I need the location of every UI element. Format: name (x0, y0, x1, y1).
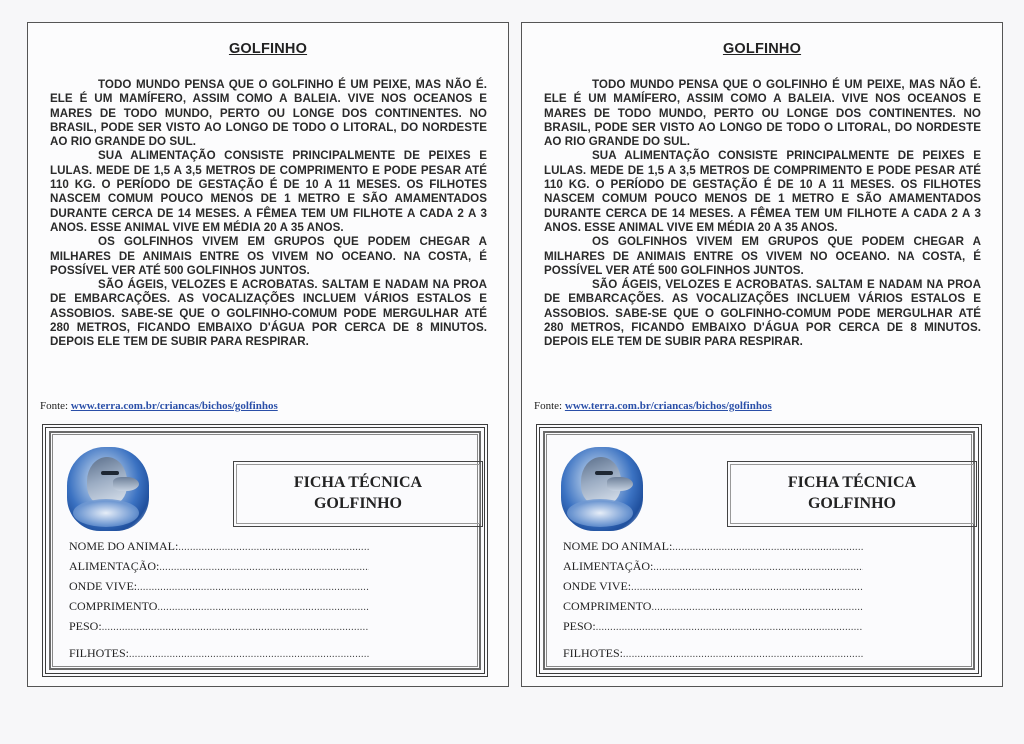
paragraph: TODO MUNDO PENSA QUE O GOLFINHO É UM PEIXE, MAS NÃO É. ELE É UM MAMÍFERO, ASSIM COMO A BALEIA. VIVE NOS OCEANOS E MARES DE TODO MUNDO, PERTO OU LONGE DOS CONTINENTES. NO BRASIL, PODE SER VISTO AO LONGO DE TODO O LITORAL, DO NORDESTE AO RIO GRANDE DO SUL. (544, 78, 981, 149)
paragraph: SÃO ÁGEIS, VELOZES E ACROBATAS. SALTAM E NADAM NA PROA DE EMBARCAÇÕES. AS VOCALIZAÇÕES INCLUEM VÁRIOS ESTALOS E ASSOBIOS. SABE-SE QUE O GOLFINHO-COMUM PODE MERGULHAR ATÉ 280 METROS, FICANDO EMBAIXO D'ÁGUA POR CERCA DE 8 MINUTOS. DEPOIS ELE TEM DE SUBIR PARA RESPIRAR. (50, 278, 487, 349)
blank-line[interactable] (159, 562, 369, 573)
paragraph: OS GOLFINHOS VIVEM EM GRUPOS QUE PODEM CHEGAR A MILHARES DE ANIMAIS ENTRE OS VIVEM NO OCEANO. NA COSTA, É POSSÍVEL VER ATÉ 500 GOLFINHOS JUNTOS. (544, 235, 981, 277)
blank-line[interactable] (651, 602, 863, 613)
heading-line-2: GOLFINHO (807, 495, 896, 512)
field-onde-vive[interactable] (563, 579, 863, 599)
source-link[interactable]: www.terra.com.br/criancas/bichos/golfinhos (564, 400, 772, 412)
field-label: FILHOTES: (563, 646, 623, 660)
field-label: FILHOTES: (69, 646, 129, 660)
source-label: Fonte: (534, 400, 563, 412)
worksheet-right (521, 22, 1003, 687)
source-citation (40, 400, 278, 412)
blank-line[interactable] (102, 622, 369, 633)
field-label: NOME DO ANIMAL: (563, 539, 673, 553)
card-inner-border (546, 434, 972, 667)
field-filhotes[interactable] (563, 646, 863, 666)
fact-sheet-heading (233, 461, 483, 527)
card-inner-border (52, 434, 478, 667)
blank-line[interactable] (631, 582, 863, 593)
blank-line[interactable] (129, 649, 369, 660)
fact-sheet-heading (727, 461, 977, 527)
field-label: ALIMENTAÇÃO: (69, 559, 160, 573)
blank-line[interactable] (178, 542, 369, 553)
paragraph: OS GOLFINHOS VIVEM EM GRUPOS QUE PODEM CHEGAR A MILHARES DE ANIMAIS ENTRE OS VIVEM NO OCEANO. NA COSTA, É POSSÍVEL VER ATÉ 500 GOLFINHOS JUNTOS. (50, 235, 487, 277)
blank-line[interactable] (653, 562, 863, 573)
field-label: COMPRIMENTO (69, 599, 158, 613)
paragraph: TODO MUNDO PENSA QUE O GOLFINHO É UM PEIXE, MAS NÃO É. ELE É UM MAMÍFERO, ASSIM COMO A BALEIA. VIVE NOS OCEANOS E MARES DE TODO MUNDO, PERTO OU LONGE DOS CONTINENTES. NO BRASIL, PODE SER VISTO AO LONGO DE TODO O LITORAL, DO NORDESTE AO RIO GRANDE DO SUL. (50, 78, 487, 149)
field-alimentacao[interactable] (69, 559, 369, 579)
blank-line[interactable] (672, 542, 863, 553)
heading-line-1: FICHA TÉCNICA (293, 474, 423, 491)
fact-sheet-card (42, 424, 488, 677)
article-text (50, 78, 487, 350)
field-comprimento[interactable] (563, 599, 863, 619)
page-title: GOLFINHO (228, 41, 308, 57)
field-label: ONDE VIVE: (69, 579, 138, 593)
field-onde-vive[interactable] (69, 579, 369, 599)
page-title: GOLFINHO (722, 41, 802, 57)
field-label: NOME DO ANIMAL: (69, 539, 179, 553)
field-peso[interactable] (69, 619, 369, 639)
field-comprimento[interactable] (69, 599, 369, 619)
paragraph: SÃO ÁGEIS, VELOZES E ACROBATAS. SALTAM E NADAM NA PROA DE EMBARCAÇÕES. AS VOCALIZAÇÕES INCLUEM VÁRIOS ESTALOS E ASSOBIOS. SABE-SE QUE O GOLFINHO-COMUM PODE MERGULHAR ATÉ 280 METROS, FICANDO EMBAIXO D'ÁGUA POR CERCA DE 8 MINUTOS. DEPOIS ELE TEM DE SUBIR PARA RESPIRAR. (544, 278, 981, 349)
source-label: Fonte: (40, 400, 69, 412)
field-label: ONDE VIVE: (563, 579, 632, 593)
source-citation (534, 400, 772, 412)
blank-line[interactable] (596, 622, 863, 633)
field-label: PESO: (69, 619, 102, 633)
field-alimentacao[interactable] (563, 559, 863, 579)
field-label: PESO: (563, 619, 596, 633)
field-label: COMPRIMENTO (563, 599, 652, 613)
heading-line-2: GOLFINHO (313, 495, 402, 512)
blank-line[interactable] (157, 602, 369, 613)
paragraph: SUA ALIMENTAÇÃO CONSISTE PRINCIPALMENTE DE PEIXES E LULAS. MEDE DE 1,5 A 3,5 METROS DE COMPRIMENTO E PODE PESAR ATÉ 110 KG. O PERÍODO DE GESTAÇÃO É DE 10 A 11 MESES. OS FILHOTES NASCEM COMUM POUCO MENOS DE 1 METRO E SÃO AMAMENTADOS DURANTE CERCA DE 14 MESES. A FÊMEA TEM UM FILHOTE A CADA 2 A 3 ANOS. ESSE ANIMAL VIVE EM MÉDIA 20 A 35 ANOS. (50, 149, 487, 234)
field-peso[interactable] (563, 619, 863, 639)
article-text (544, 78, 981, 350)
blank-line[interactable] (137, 582, 369, 593)
worksheet-left (27, 22, 509, 687)
paragraph: SUA ALIMENTAÇÃO CONSISTE PRINCIPALMENTE DE PEIXES E LULAS. MEDE DE 1,5 A 3,5 METROS DE COMPRIMENTO E PODE PESAR ATÉ 110 KG. O PERÍODO DE GESTAÇÃO É DE 10 A 11 MESES. OS FILHOTES NASCEM COMUM POUCO MENOS DE 1 METRO E SÃO AMAMENTADOS DURANTE CERCA DE 14 MESES. A FÊMEA TEM UM FILHOTE A CADA 2 A 3 ANOS. ESSE ANIMAL VIVE EM MÉDIA 20 A 35 ANOS. (544, 149, 981, 234)
source-link[interactable]: www.terra.com.br/criancas/bichos/golfinhos (70, 400, 278, 412)
blank-line[interactable] (623, 649, 863, 660)
fact-sheet-card (536, 424, 982, 677)
field-nome-do-animal[interactable] (563, 539, 863, 559)
field-label: ALIMENTAÇÃO: (563, 559, 654, 573)
dolphin-photo-icon (67, 447, 149, 531)
fact-sheet-fields (563, 539, 863, 666)
fact-sheet-fields (69, 539, 369, 666)
field-filhotes[interactable] (69, 646, 369, 666)
heading-line-1: FICHA TÉCNICA (787, 474, 917, 491)
dolphin-photo-icon (561, 447, 643, 531)
field-nome-do-animal[interactable] (69, 539, 369, 559)
